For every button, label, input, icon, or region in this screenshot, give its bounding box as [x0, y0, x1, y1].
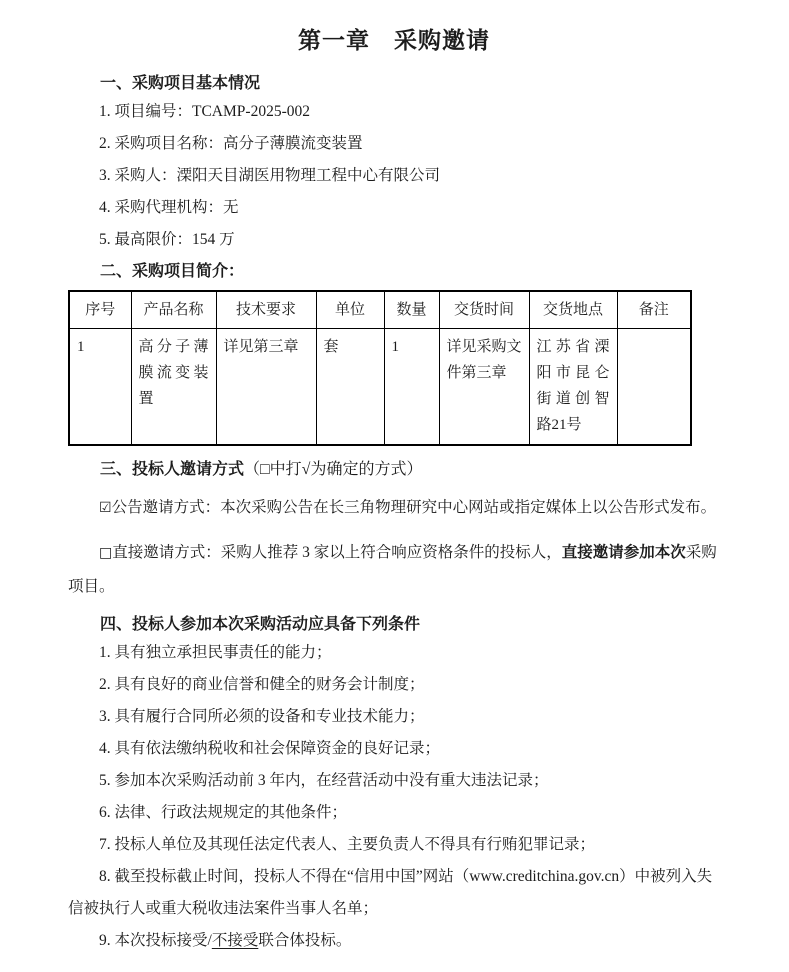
section4-heading: 四、投标人参加本次采购活动应具备下列条件: [100, 615, 421, 633]
cell-unit: 套: [316, 329, 384, 445]
sec4-condition-6: 6. 法律、行政法规规定的其他条件；: [99, 803, 348, 821]
sec4-condition-9-suffix: 联合体投标。: [258, 931, 352, 949]
sec1-item-price-limit: 5. 最高限价：154 万: [99, 231, 235, 248]
col-header-delivery-place: 交货地点: [529, 291, 617, 329]
cell-remark: [617, 329, 691, 445]
page-title: 第一章 采购邀请: [298, 28, 490, 53]
col-header-delivery-time: 交货时间: [439, 291, 529, 329]
sec4-condition-8: 8. 截至投标截止时间，投标人不得在“信用中国”网站（www.creditchina.gov.cn）中被列入失信被执行人或重大税收违法案件当事人名单；: [68, 867, 713, 917]
sec1-item-agency: 4. 采购代理机构：无: [99, 199, 239, 216]
section3-heading: [68, 458, 720, 482]
invite-option-direct-bold-text: 直接邀请参加本次: [561, 543, 686, 561]
cell-seq: 1: [69, 329, 131, 445]
procurement-items-table: [68, 290, 692, 446]
sec4-condition-4: 4. 具有依法缴纳税收和社会保障资金的良好记录；: [99, 739, 441, 757]
col-header-product: 产品名称: [131, 291, 216, 329]
invite-option-announcement-text: 公告邀请方式：本次采购公告在长三角物理研究中心网站或指定媒体上以公告形式发布。: [111, 498, 717, 516]
col-header-unit: 单位: [316, 291, 384, 329]
sec4-condition-9-prefix: 9. 本次投标接受/: [99, 931, 212, 949]
section2-heading: 二、采购项目简介：: [100, 263, 245, 280]
sec1-item-project-name: 2. 采购项目名称：高分子薄膜流变装置: [99, 135, 363, 152]
section3-heading-text: 三、投标人邀请方式: [100, 460, 245, 478]
checked-checkbox-icon: ☑: [99, 499, 112, 516]
sec4-condition-1: 1. 具有独立承担民事责任的能力；: [99, 643, 332, 661]
sec4-condition-3: 3. 具有履行合同所必须的设备和专业技术能力；: [99, 707, 425, 725]
col-header-tech: 技术要求: [216, 291, 316, 329]
section1-heading: 一、采购项目基本情况: [100, 75, 261, 92]
section3-heading-note: （□中打√为确定的方式）: [244, 460, 423, 478]
cell-delivery-time: 详见采购文件第三章: [439, 329, 529, 445]
cell-delivery-place: 江苏省溧阳市昆仑街道创智路21号: [529, 329, 617, 445]
sec4-condition-7: 7. 投标人单位及其现任法定代表人、主要负责人不得具有行贿犯罪记录；: [99, 835, 596, 853]
invite-option-direct-tail-text: 采购项目。: [68, 543, 717, 595]
sec4-condition-5: 5. 参加本次采购活动前 3 年内，在经营活动中没有重大违法记录；: [99, 771, 549, 789]
col-header-seq: 序号: [69, 291, 131, 329]
cell-product: 高分子薄膜流变装置: [131, 329, 216, 445]
invite-option-announcement: [68, 491, 720, 525]
col-header-qty: 数量: [384, 291, 439, 329]
table-header-row: [69, 291, 691, 329]
sec1-item-project-number: 1. 项目编号：TCAMP-2025-002: [99, 103, 310, 120]
table-row: [69, 329, 691, 445]
sec4-condition-9-underlined: 不接受: [211, 931, 259, 949]
invite-option-direct-text: 直接邀请方式：采购人推荐 3 家以上符合响应资格条件的投标人，: [112, 543, 562, 561]
invite-option-direct: [68, 536, 720, 603]
cell-qty: 1: [384, 329, 439, 445]
col-header-remark: 备注: [617, 291, 691, 329]
sec1-item-purchaser: 3. 采购人：溧阳天目湖医用物理工程中心有限公司: [99, 167, 441, 184]
sec4-condition-2: 2. 具有良好的商业信誉和健全的财务会计制度；: [99, 675, 425, 693]
sec4-condition-9: [68, 925, 720, 957]
unchecked-checkbox-icon: □: [99, 544, 113, 561]
cell-tech: 详见第三章: [216, 329, 316, 445]
